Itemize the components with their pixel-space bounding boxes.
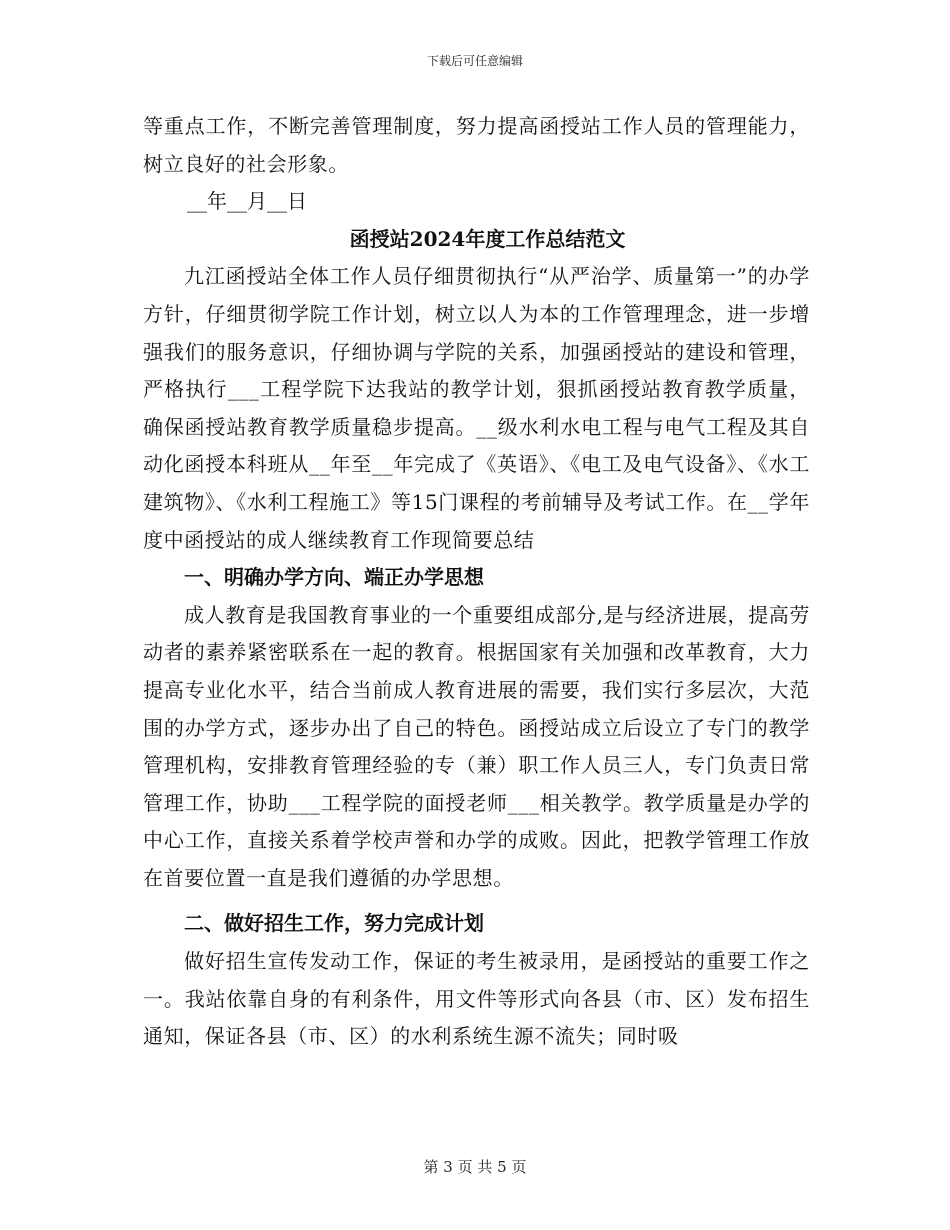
document-title: 函授站2024年度工作总结范文 <box>349 226 626 251</box>
page-header: 下载后可任意编辑 <box>426 54 523 68</box>
page-footer: 第 3 页 共 5 页 <box>423 1158 527 1176</box>
section-heading-2: 二、做好招生工作，努力完成计划 <box>184 911 484 936</box>
paragraph-1: 九江函授站全体工作人员仔细贯彻执行“从严治学、质量第一”的办学方针，仔细贯彻学院工作计划，树立以人为本的工作管理理念，进一步增强我们的服务意识，仔细协调与学院的关系，加强函授站的建设和管理，严格执行___工程学院下达我站的教学计划，狠抓函授站教育教学质量，确保函授站教育教学质量稳步提高。__级水利水电工程与电气工程及其自动化函授本科班从__年至__年完成了《英语》、《电工及电气设备》、《水工建筑物》、《水利工程施工》等15门课程的考前辅导及考试工作。在__学年度中函授站的成人继续教育工作现简要总结 <box>143 264 810 552</box>
section-heading-1: 一、明确办学方向、端正办学思想 <box>184 565 484 590</box>
paragraph-2: 成人教育是我国教育事业的一个重要组成部分,是与经济进展，提高劳动者的素养紧密联系在一起的教育。根据国家有关加强和改革教育，大力提高专业化水平，结合当前成人教育进展的需要，我们实行多层次，大范围的办学方式，逐步办出了自己的特色。函授站成立后设立了专门的教学管理机构，安排教育管理经验的专（兼）职工作人员三人，专门负责日常管理工作，协助___工程学院的面授老师___相关教学。教学质量是办学的中心工作，直接关系着学校声誉和办学的成败。因此，把教学管理工作放在首要位置一直是我们遵循的办学思想。 <box>143 602 810 890</box>
intro-paragraph: 等重点工作，不断完善管理制度，努力提高函授站工作人员的管理能力，树立良好的社会形象。 <box>143 114 810 176</box>
paragraph-3: 做好招生宣传发动工作，保证的考生被录用，是函授站的重要工作之一。我站依靠自身的有利条件，用文件等形式向各县（市、区）发布招生通知，保证各县（市、区）的水利系统生源不流失；同时吸 <box>143 949 810 1049</box>
document-body <box>143 108 810 1056</box>
date-line: __年__月__日 <box>187 189 307 214</box>
